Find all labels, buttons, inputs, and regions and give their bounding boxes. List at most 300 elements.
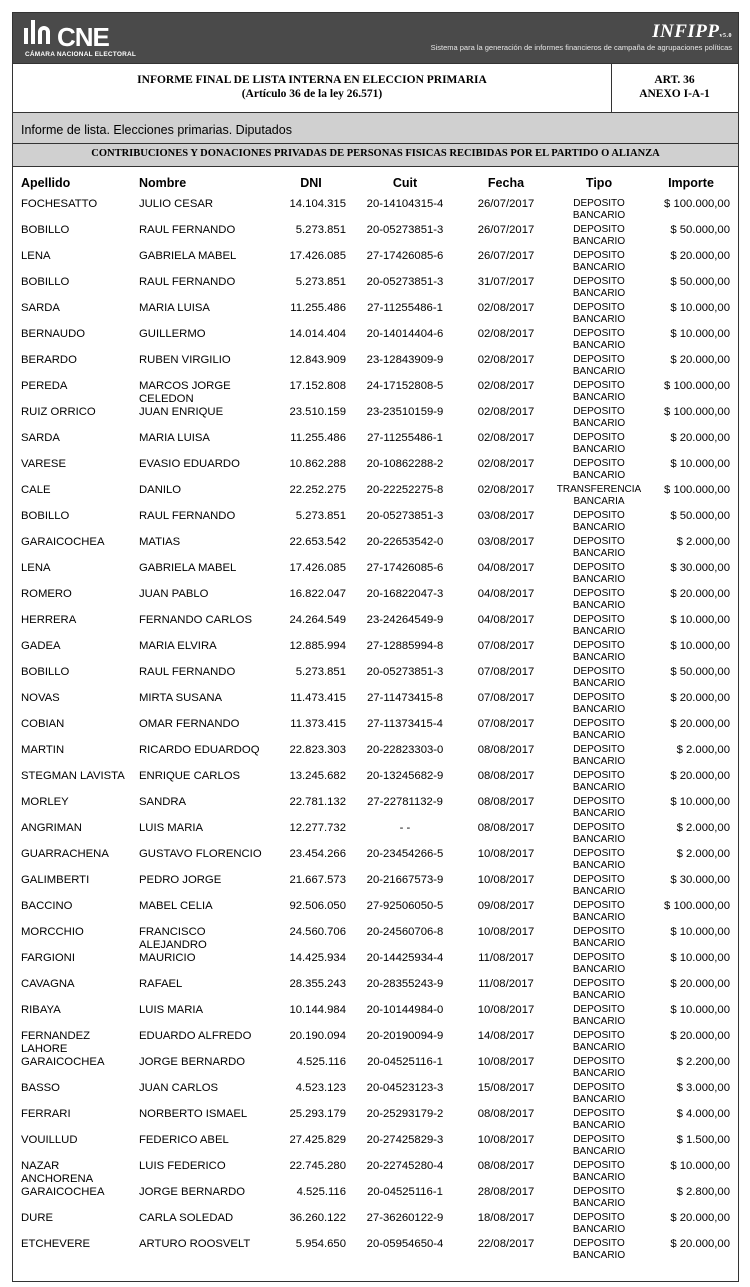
table-row — [13, 510, 738, 536]
tipo-cell: DEPOSITO BANCARIO — [572, 1186, 626, 1209]
table-row — [13, 406, 738, 432]
table-row — [13, 614, 738, 640]
section-header — [13, 113, 738, 167]
nombre-cell: LUIS FEDERICO — [139, 1160, 226, 1172]
dni-cell: 22.653.542 — [289, 536, 346, 548]
tipo-cell: DEPOSITO BANCARIO — [572, 978, 626, 1001]
cuit-cell: 20-22653542-0 — [366, 536, 444, 548]
nombre-cell: CARLA SOLEDAD — [139, 1212, 234, 1224]
importe-cell: $ 100.000,00 — [664, 900, 730, 912]
importe-cell: $ 50.000,00 — [670, 510, 730, 522]
importe-cell: $ 10.000,00 — [670, 1004, 730, 1016]
dni-cell: 11.255.486 — [290, 302, 346, 314]
tipo-cell: DEPOSITO BANCARIO — [572, 328, 626, 351]
apellido-cell: MARTIN — [21, 744, 65, 756]
cuit-cell: 20-14014404-6 — [366, 328, 444, 340]
brand-name — [431, 21, 732, 43]
table-row — [13, 302, 738, 328]
dni-cell: 22.823.303 — [289, 744, 346, 756]
table-row — [13, 1212, 738, 1238]
dni-cell: 11.255.486 — [290, 432, 346, 444]
dni-cell: 23.454.266 — [289, 848, 346, 860]
apellido-cell: NOVAS — [21, 692, 60, 704]
infipp-brand — [431, 21, 732, 52]
nombre-cell: NORBERTO ISMAEL — [139, 1108, 248, 1120]
nombre-cell: RAUL FERNANDO — [139, 224, 236, 236]
nombre-cell: JUAN PABLO — [139, 588, 209, 600]
dni-cell: 22.745.280 — [289, 1160, 346, 1172]
cuit-cell: 20-04523123-3 — [366, 1082, 444, 1094]
cuit-cell: 27-11255486-1 — [367, 432, 443, 444]
cuit-cell: 20-27425829-3 — [366, 1134, 444, 1146]
nombre-cell: JUAN CARLOS — [139, 1082, 219, 1094]
table-row — [13, 354, 738, 380]
tipo-cell: DEPOSITO BANCARIO — [572, 744, 626, 767]
apellido-cell: BERNAUDO — [21, 328, 86, 340]
importe-cell: $ 50.000,00 — [670, 666, 730, 678]
tipo-cell: DEPOSITO BANCARIO — [572, 900, 626, 923]
nombre-cell: MAURICIO — [139, 952, 196, 964]
table-row — [13, 198, 738, 224]
fecha-cell: 26/07/2017 — [477, 198, 535, 210]
fecha-cell: 07/08/2017 — [477, 640, 535, 652]
column-header-dni: DNI — [300, 176, 322, 190]
table-row — [13, 978, 738, 1004]
cuit-cell: 27-36260122-9 — [366, 1212, 444, 1224]
nombre-cell: RICARDO EDUARDOQ — [139, 744, 260, 756]
importe-cell: $ 20.000,00 — [670, 978, 730, 990]
dni-cell: 10.862.288 — [289, 458, 346, 470]
table-row — [13, 432, 738, 458]
table-row — [13, 1082, 738, 1108]
tipo-cell: DEPOSITO BANCARIO — [572, 224, 626, 247]
tipo-cell: DEPOSITO BANCARIO — [572, 380, 626, 403]
report-subtitle: (Artículo 36 de la ley 26.571) — [241, 88, 383, 100]
fecha-cell: 08/08/2017 — [477, 770, 535, 782]
dni-cell: 21.667.573 — [289, 874, 346, 886]
apellido-cell: BERARDO — [21, 354, 77, 366]
cuit-cell: 20-13245682-9 — [366, 770, 444, 782]
tipo-cell: DEPOSITO BANCARIO — [572, 276, 626, 299]
importe-cell: $ 10.000,00 — [670, 328, 730, 340]
nombre-cell: MIRTA SUSANA — [139, 692, 223, 704]
section-divider — [13, 143, 738, 144]
importe-cell: $ 2.000,00 — [676, 822, 730, 834]
apellido-cell: PEREDA — [21, 380, 68, 392]
dni-cell: 10.144.984 — [289, 1004, 346, 1016]
table-row — [13, 1056, 738, 1082]
importe-cell: $ 10.000,00 — [670, 302, 730, 314]
nombre-cell: LUIS MARIA — [139, 1004, 204, 1016]
importe-cell: $ 2.000,00 — [676, 848, 730, 860]
fecha-cell: 02/08/2017 — [477, 458, 535, 470]
cuit-cell: 20-10144984-0 — [366, 1004, 444, 1016]
cuit-cell: 20-14104315-4 — [366, 198, 444, 210]
cuit-cell: 20-05273851-3 — [366, 276, 444, 288]
table-row — [13, 1030, 738, 1056]
dni-cell: 4.525.116 — [296, 1186, 346, 1198]
fecha-cell: 02/08/2017 — [477, 432, 535, 444]
cuit-cell: 24-17152808-5 — [366, 380, 444, 392]
tipo-cell: DEPOSITO BANCARIO — [572, 1238, 626, 1261]
nombre-cell: FRANCISCO ALEJANDRO — [139, 926, 207, 951]
fecha-cell: 31/07/2017 — [477, 276, 535, 288]
cuit-cell: 20-20190094-9 — [366, 1030, 444, 1042]
tipo-cell: DEPOSITO BANCARIO — [572, 1212, 626, 1235]
section-title: Informe de lista. Elecciones primarias. Diputados — [21, 123, 292, 137]
fecha-cell: 08/08/2017 — [477, 1108, 535, 1120]
column-header-cuit: Cuit — [392, 176, 418, 190]
dni-cell: 12.277.732 — [289, 822, 346, 834]
fecha-cell: 10/08/2017 — [477, 848, 535, 860]
fecha-cell: 26/07/2017 — [477, 250, 535, 262]
tipo-cell: DEPOSITO BANCARIO — [572, 1030, 626, 1053]
apellido-cell: FOCHESATTO — [21, 198, 98, 210]
table-row — [13, 770, 738, 796]
cuit-cell: 27-17426085-6 — [366, 562, 444, 574]
fecha-cell: 07/08/2017 — [477, 692, 535, 704]
importe-cell: $ 2.000,00 — [676, 536, 730, 548]
apellido-cell: DURE — [21, 1212, 54, 1224]
importe-cell: $ 20.000,00 — [670, 432, 730, 444]
fecha-cell: 02/08/2017 — [477, 484, 535, 496]
apellido-cell: SARDA — [21, 432, 60, 444]
table-row — [13, 536, 738, 562]
apellido-cell: STEGMAN LAVISTA — [21, 770, 125, 782]
column-header-apellido: Apellido — [21, 176, 71, 190]
importe-cell: $ 10.000,00 — [670, 926, 730, 938]
dni-cell: 22.781.132 — [289, 796, 346, 808]
contributions-table — [13, 176, 738, 1264]
fecha-cell: 08/08/2017 — [477, 796, 535, 808]
nombre-cell: MABEL CELIA — [139, 900, 213, 912]
cuit-cell: 20-23454266-5 — [366, 848, 444, 860]
cuit-cell: 20-05273851-3 — [366, 510, 444, 522]
apellido-cell: GARAICOCHEA — [21, 536, 105, 548]
brand-name-text: INFIPP — [652, 21, 720, 42]
apellido-cell: GUARRACHENA — [21, 848, 109, 860]
dni-cell: 12.843.909 — [289, 354, 346, 366]
tipo-cell: DEPOSITO BANCARIO — [572, 354, 626, 377]
nombre-cell: PEDRO JORGE — [139, 874, 222, 886]
table-row — [13, 1186, 738, 1212]
tipo-cell: DEPOSITO BANCARIO — [572, 1134, 626, 1157]
table-row — [13, 900, 738, 926]
table-row — [13, 744, 738, 770]
cuit-cell: 27-11373415-4 — [367, 718, 443, 730]
fecha-cell: 10/08/2017 — [477, 926, 535, 938]
importe-cell: $ 4.000,00 — [676, 1108, 730, 1120]
importe-cell: $ 100.000,00 — [664, 198, 730, 210]
importe-cell: $ 3.000,00 — [676, 1082, 730, 1094]
dni-cell: 11.473.415 — [290, 692, 346, 704]
cuit-cell: 20-28355243-9 — [366, 978, 444, 990]
fecha-cell: 04/08/2017 — [477, 562, 535, 574]
dni-cell: 17.152.808 — [289, 380, 346, 392]
nombre-cell: MATIAS — [139, 536, 181, 548]
apellido-cell: LENA — [21, 562, 51, 574]
tipo-cell: DEPOSITO BANCARIO — [572, 926, 626, 949]
fecha-cell: 02/08/2017 — [477, 354, 535, 366]
tipo-cell: DEPOSITO BANCARIO — [572, 822, 626, 845]
table-row — [13, 484, 738, 510]
nombre-cell: LUIS MARIA — [139, 822, 204, 834]
cuit-cell: 27-11255486-1 — [367, 302, 443, 314]
tipo-cell: DEPOSITO BANCARIO — [572, 1082, 626, 1105]
table-row — [13, 1134, 738, 1160]
fecha-cell: 11/08/2017 — [478, 978, 534, 990]
cuit-cell: 20-25293179-2 — [366, 1108, 444, 1120]
dni-cell: 14.014.404 — [289, 328, 346, 340]
tipo-cell: DEPOSITO BANCARIO — [572, 874, 626, 897]
table-row — [13, 692, 738, 718]
fecha-cell: 10/08/2017 — [477, 1056, 535, 1068]
dni-cell: 25.293.179 — [289, 1108, 346, 1120]
table-row — [13, 640, 738, 666]
tipo-cell: DEPOSITO BANCARIO — [572, 640, 626, 663]
table-row — [13, 1238, 738, 1264]
importe-cell: $ 100.000,00 — [664, 406, 730, 418]
apellido-cell: ANGRIMAN — [21, 822, 82, 834]
importe-cell: $ 20.000,00 — [670, 1238, 730, 1250]
dni-cell: 17.426.085 — [289, 250, 346, 262]
dni-cell: 14.425.934 — [289, 952, 346, 964]
dni-cell: 92.506.050 — [289, 900, 346, 912]
apellido-cell: COBIAN — [21, 718, 65, 730]
fecha-cell: 07/08/2017 — [477, 718, 535, 730]
importe-cell: $ 10.000,00 — [670, 952, 730, 964]
dni-cell: 28.355.243 — [289, 978, 346, 990]
report-header — [13, 63, 738, 113]
table-row — [13, 952, 738, 978]
apellido-cell: SARDA — [21, 302, 60, 314]
fecha-cell: 07/08/2017 — [477, 666, 535, 678]
tipo-cell: DEPOSITO BANCARIO — [572, 302, 626, 325]
column-header-importe: Importe — [668, 176, 714, 190]
dni-cell: 5.273.851 — [295, 666, 346, 678]
apellido-cell: CAVAGNA — [21, 978, 75, 990]
fecha-cell: 08/08/2017 — [477, 1160, 535, 1172]
report-page — [12, 12, 739, 1282]
table-header-row — [13, 176, 738, 198]
fecha-cell: 08/08/2017 — [477, 744, 535, 756]
dni-cell: 36.260.122 — [289, 1212, 346, 1224]
dni-cell: 27.425.829 — [289, 1134, 346, 1146]
tipo-cell: DEPOSITO BANCARIO — [572, 536, 626, 559]
fecha-cell: 02/08/2017 — [477, 380, 535, 392]
nombre-cell: RUBEN VIRGILIO — [139, 354, 231, 366]
apellido-cell: BOBILLO — [21, 224, 70, 236]
fecha-cell: 04/08/2017 — [477, 588, 535, 600]
apellido-cell: HERRERA — [21, 614, 77, 626]
table-row — [13, 276, 738, 302]
table-row — [13, 328, 738, 354]
cuit-cell: - - — [399, 822, 411, 834]
brand-description: Sistema para la generación de informes financieros de campaña de agrupaciones políticas — [430, 43, 732, 52]
dni-cell: 11.373.415 — [290, 718, 346, 730]
apellido-cell: MORLEY — [21, 796, 69, 808]
dni-cell: 24.560.706 — [289, 926, 346, 938]
importe-cell: $ 2.000,00 — [676, 744, 730, 756]
apellido-cell: LENA — [21, 250, 51, 262]
apellido-cell: GADEA — [21, 640, 61, 652]
column-header-tipo: Tipo — [585, 176, 613, 190]
importe-cell: $ 20.000,00 — [670, 1030, 730, 1042]
nombre-cell: GABRIELA MABEL — [139, 562, 237, 574]
cuit-cell: 20-22823303-0 — [366, 744, 444, 756]
table-row — [13, 224, 738, 250]
nombre-cell: SANDRA — [139, 796, 187, 808]
tipo-cell: DEPOSITO BANCARIO — [572, 406, 626, 429]
apellido-cell: BACCINO — [21, 900, 73, 912]
tipo-cell: DEPOSITO BANCARIO — [572, 796, 626, 819]
dni-cell: 5.273.851 — [295, 276, 346, 288]
top-banner — [13, 13, 738, 63]
apellido-cell: ROMERO — [21, 588, 72, 600]
table-row — [13, 1108, 738, 1134]
fecha-cell: 04/08/2017 — [477, 614, 535, 626]
tipo-cell: DEPOSITO BANCARIO — [572, 1160, 626, 1183]
dni-cell: 23.510.159 — [289, 406, 346, 418]
nombre-cell: RAUL FERNANDO — [139, 276, 236, 288]
table-row — [13, 848, 738, 874]
apellido-cell: BASSO — [21, 1082, 60, 1094]
fecha-cell: 14/08/2017 — [477, 1030, 535, 1042]
apellido-cell: GARAICOCHEA — [21, 1186, 105, 1198]
nombre-cell: RAUL FERNANDO — [139, 510, 236, 522]
cuit-cell: 20-14425934-4 — [366, 952, 444, 964]
nombre-cell: ENRIQUE CARLOS — [139, 770, 241, 782]
apellido-cell: ETCHEVERE — [21, 1238, 91, 1250]
importe-cell: $ 10.000,00 — [670, 614, 730, 626]
tipo-cell: DEPOSITO BANCARIO — [572, 1056, 626, 1079]
fecha-cell: 09/08/2017 — [477, 900, 535, 912]
tipo-cell: DEPOSITO BANCARIO — [572, 458, 626, 481]
nombre-cell: OMAR FERNANDO — [139, 718, 240, 730]
apellido-cell: RUIZ ORRICO — [21, 406, 96, 418]
table-row — [13, 458, 738, 484]
nombre-cell: EVASIO EDUARDO — [139, 458, 240, 470]
section-subtitle: CONTRIBUCIONES Y DONACIONES PRIVADAS DE PERSONAS FISICAS RECIBIDAS POR EL PARTIDO O ALIANZA — [91, 148, 660, 159]
importe-cell: $ 10.000,00 — [670, 640, 730, 652]
tipo-cell: TRANSFERENCIA BANCARIA — [556, 484, 642, 507]
table-row — [13, 1004, 738, 1030]
nombre-cell: EDUARDO ALFREDO — [139, 1030, 252, 1042]
dni-cell: 4.523.123 — [295, 1082, 346, 1094]
tipo-cell: DEPOSITO BANCARIO — [572, 1004, 626, 1027]
nombre-cell: JORGE BERNARDO — [139, 1056, 246, 1068]
fecha-cell: 11/08/2017 — [478, 952, 534, 964]
apellido-cell: RIBAYA — [21, 1004, 61, 1016]
column-header-fecha: Fecha — [487, 176, 525, 190]
fecha-cell: 10/08/2017 — [477, 874, 535, 886]
dni-cell: 14.104.315 — [289, 198, 346, 210]
fecha-cell: 02/08/2017 — [477, 328, 535, 340]
importe-cell: $ 100.000,00 — [664, 484, 730, 496]
dni-cell: 5.273.851 — [295, 510, 346, 522]
cuit-cell: 27-11473415-8 — [367, 692, 443, 704]
cuit-cell: 23-12843909-9 — [366, 354, 444, 366]
apellido-cell: BOBILLO — [21, 276, 70, 288]
nombre-cell: MARIA LUISA — [139, 432, 210, 444]
dni-cell: 24.264.549 — [289, 614, 346, 626]
nombre-cell: GUILLERMO — [139, 328, 206, 340]
dni-cell: 17.426.085 — [289, 562, 346, 574]
dni-cell: 13.245.682 — [289, 770, 346, 782]
table-row — [13, 926, 738, 952]
cuit-cell: 27-22781132-9 — [367, 796, 443, 808]
dni-cell: 5.273.851 — [295, 224, 346, 236]
cuit-cell: 23-23510159-9 — [366, 406, 444, 418]
importe-cell: $ 2.800,00 — [676, 1186, 730, 1198]
apellido-cell: FERNANDEZ LAHORE — [21, 1030, 91, 1055]
table-row — [13, 718, 738, 744]
tipo-cell: DEPOSITO BANCARIO — [572, 198, 626, 221]
report-title: INFORME FINAL DE LISTA INTERNA EN ELECCION PRIMARIA — [137, 74, 487, 86]
apellido-cell: CALE — [21, 484, 51, 496]
tipo-cell: DEPOSITO BANCARIO — [572, 588, 626, 611]
cuit-cell: 20-04525116-1 — [367, 1056, 443, 1068]
table-row — [13, 562, 738, 588]
header-article-box — [611, 64, 738, 112]
importe-cell: $ 30.000,00 — [670, 562, 730, 574]
dni-cell: 5.954.650 — [295, 1238, 346, 1250]
cne-logo — [23, 18, 143, 60]
importe-cell: $ 50.000,00 — [670, 276, 730, 288]
nombre-cell: RAFAEL — [139, 978, 183, 990]
fecha-cell: 22/08/2017 — [477, 1238, 535, 1250]
table-row — [13, 874, 738, 900]
cne-emblem-icon — [23, 18, 55, 48]
table-row — [13, 666, 738, 692]
tipo-cell: DEPOSITO BANCARIO — [572, 1108, 626, 1131]
dni-cell: 20.190.094 — [289, 1030, 346, 1042]
apellido-cell: MORCCHIO — [21, 926, 84, 938]
apellido-cell: GARAICOCHEA — [21, 1056, 105, 1068]
importe-cell: $ 20.000,00 — [670, 770, 730, 782]
annex-label: ANEXO I-A-1 — [639, 88, 710, 100]
importe-cell: $ 20.000,00 — [670, 718, 730, 730]
cuit-cell: 20-22745280-4 — [366, 1160, 444, 1172]
apellido-cell: VOUILLUD — [21, 1134, 78, 1146]
nombre-cell: RAUL FERNANDO — [139, 666, 236, 678]
table-row — [13, 588, 738, 614]
tipo-cell: DEPOSITO BANCARIO — [572, 432, 626, 455]
apellido-cell: VARESE — [21, 458, 66, 470]
dni-cell: 16.822.047 — [289, 588, 346, 600]
fecha-cell: 10/08/2017 — [477, 1134, 535, 1146]
cuit-cell: 27-17426085-6 — [366, 250, 444, 262]
cuit-cell: 20-10862288-2 — [366, 458, 444, 470]
header-title-box — [13, 64, 612, 112]
table-row — [13, 796, 738, 822]
fecha-cell: 03/08/2017 — [477, 510, 535, 522]
importe-cell: $ 20.000,00 — [670, 692, 730, 704]
importe-cell: $ 50.000,00 — [670, 224, 730, 236]
tipo-cell: DEPOSITO BANCARIO — [572, 250, 626, 273]
fecha-cell: 02/08/2017 — [477, 406, 535, 418]
nombre-cell: FERNANDO CARLOS — [139, 614, 252, 626]
nombre-cell: MARIA LUISA — [139, 302, 210, 314]
nombre-cell: JUAN ENRIQUE — [139, 406, 224, 418]
brand-version: v5.0 — [719, 33, 732, 39]
tipo-cell: DEPOSITO BANCARIO — [572, 952, 626, 975]
importe-cell: $ 20.000,00 — [670, 250, 730, 262]
importe-cell: $ 20.000,00 — [670, 588, 730, 600]
fecha-cell: 03/08/2017 — [477, 536, 535, 548]
cuit-cell: 27-92506050-5 — [366, 900, 444, 912]
apellido-cell: NAZAR ANCHORENA — [21, 1160, 94, 1185]
